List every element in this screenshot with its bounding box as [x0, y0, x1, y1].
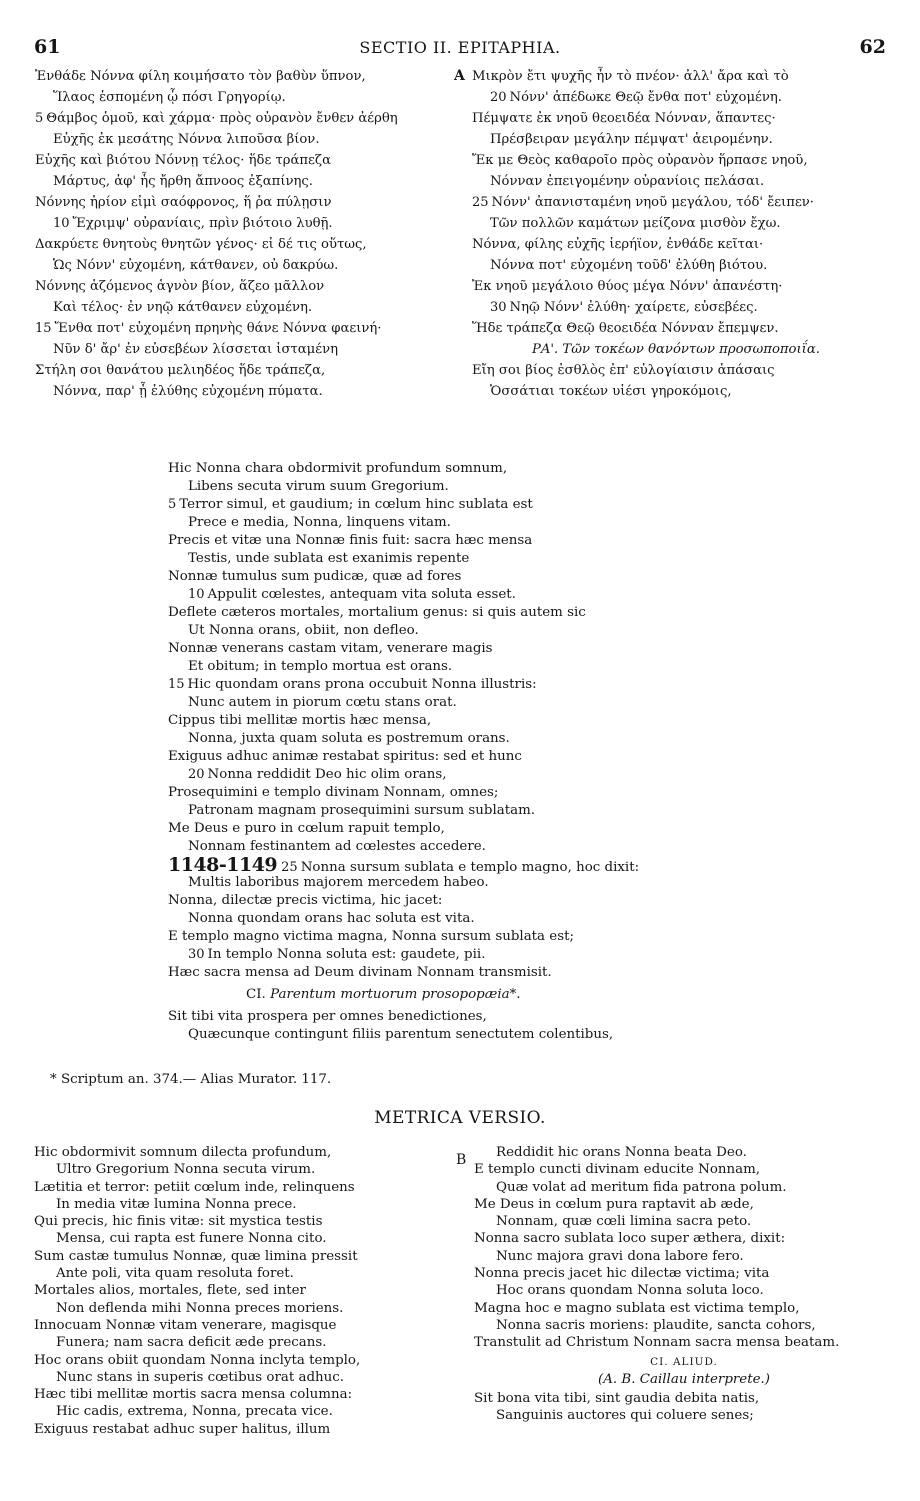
metrica-verse-line: [34, 1161, 444, 1178]
verse-text: Ὡς Νόνν' εὐχομένη, κάτθανεν, οὐ δακρύω.: [53, 258, 339, 273]
greek-verse-line: [35, 213, 455, 234]
verse-text: Πέμψατε ἐκ νηοῦ θεοειδέα Νόνναν, ἅπαντες·: [472, 111, 776, 126]
latin-verse-line: [168, 748, 778, 766]
metrica-verse-line: [34, 1403, 444, 1420]
verse-text: Nunc autem in piorum cœtu stans orat.: [188, 695, 457, 710]
greek-poem-title: [472, 339, 892, 360]
page-number-right: 62: [859, 36, 886, 58]
latin-verse-line: [168, 658, 778, 676]
greek-verse-line: [472, 318, 892, 339]
poem-title-text: Parentum mortuorum prosopopæia: [270, 987, 510, 1002]
verse-text: Magna hoc e magno sublata est victima templo,: [474, 1300, 800, 1316]
latin-verse-line: [168, 496, 778, 514]
metrica-verse-line: [34, 1334, 444, 1351]
verse-text: Νόννης ἠρίον εἰμὶ σαόφρονος, ἥ ῥα πύλῃσιν: [35, 195, 332, 210]
verse-text: Non deflenda mihi Nonna preces moriens.: [56, 1300, 344, 1316]
greek-verse-line: [35, 66, 455, 87]
verse-text: Ἥδε τράπεζα Θεῷ θεοειδέα Νόνναν ἔπεμψεν.: [472, 321, 779, 336]
metrica-verse-line: [34, 1386, 444, 1403]
latin-verse-line: [168, 478, 778, 496]
latin-verse-line: [168, 550, 778, 568]
verse-text: Nonna sacris moriens: plaudite, sancta cohors,: [496, 1317, 816, 1333]
latin-verse-line: [168, 532, 778, 550]
verse-text: Μάρτυς, ἀφ' ἧς ἤρθη ἄπνοος ἐξαπίνης.: [53, 174, 313, 189]
metrica-verse-line: [34, 1300, 444, 1317]
metrica-verse-line: [474, 1144, 894, 1161]
latin-translation: [168, 460, 778, 1044]
verse-text: Δακρύετε θνητοὺς θνητῶν γένος· εἰ δέ τις οὕτως,: [35, 237, 367, 252]
metrica-verse-line: [474, 1334, 894, 1351]
latin-verse-line: [168, 820, 778, 838]
verse-text: Multis laboribus majorem mercedem habeo.: [188, 875, 489, 890]
verse-text: Transtulit ad Christum Nonnam sacra mensa beatam.: [474, 1335, 840, 1351]
greek-verse-line: [472, 192, 892, 213]
latin-verse-line: [168, 1026, 778, 1044]
verse-text: Νῦν δ' ἄρ' ἐν εὐσεβέων λίσσεται ἱσταμένη: [53, 342, 339, 357]
line-number: 15: [35, 321, 52, 336]
verse-text: Hoc orans obiit quondam Nonna inclyta templo,: [34, 1352, 361, 1368]
verse-text: Νόννα, φίλης εὐχῆς ἱερήϊον, ἐνθάδε κεῖται·: [472, 237, 764, 252]
line-number: 10: [188, 587, 205, 602]
verse-text: Μικρὸν ἔτι ψυχῆς ἦν τὸ πνέον· ἀλλ' ἄρα καὶ τὸ: [472, 69, 789, 84]
greek-text-left-column: [35, 66, 455, 402]
verse-text: Νόννης ἁζόμενος ἁγνὸν βίον, ἅζεο μᾶλλον: [35, 279, 325, 294]
verse-text: Νόνν' ἀπέδωκε Θεῷ ἔνθα ποτ' εὐχομένη.: [509, 90, 782, 105]
verse-text: Hic cadis, extrema, Nonna, precata vice.: [56, 1404, 333, 1420]
verse-text: Ut Nonna orans, obiit, non defleo.: [188, 623, 419, 638]
greek-verse-line: [454, 66, 892, 87]
latin-verse-line: [168, 604, 778, 622]
latin-verse-line: [168, 946, 778, 964]
metrica-verse-line: [474, 1248, 894, 1265]
verse-text: Exiguus adhuc animæ restabat spiritus: sed et hunc: [168, 749, 522, 764]
latin-verse-line: [168, 802, 778, 820]
verse-text: Funera; nam sacra deficit æde precans.: [56, 1335, 327, 1351]
verse-text: Νόνναν ἐπειγομένην οὐρανίοις πελάσαι.: [490, 174, 765, 189]
line-number: 5: [35, 111, 44, 126]
verse-text: Libens secuta virum suum Gregorium.: [188, 479, 449, 494]
latin-verse-line: [168, 514, 778, 532]
verse-text: Εὐχῆς ἐκ μεσάτης Νόννα λιποῦσα βίον.: [53, 132, 320, 147]
line-number: 15: [168, 677, 185, 692]
latin-verse-line: [168, 910, 778, 928]
verse-text: Et obitum; in templo mortua est orans.: [188, 659, 453, 674]
metrica-left-column: [34, 1144, 444, 1438]
verse-text: Cippus tibi mellitæ mortis hæc mensa,: [168, 713, 432, 728]
verse-text: Ἔκ με Θεὸς καθαροῖο πρὸς οὐρανὸν ἥρπασε νηοῦ,: [472, 153, 808, 168]
column-number: 1148-1149: [168, 854, 278, 876]
metrica-verse-line: [474, 1282, 894, 1299]
greek-verse-line: [472, 276, 892, 297]
latin-verse-line: [168, 676, 778, 694]
verse-text: Νόννα, παρ' ᾗ ἐλύθης εὐχομένη πύματα.: [53, 384, 323, 399]
verse-text: Precis et vitæ una Nonnæ finis fuit: sacra hæc mensa: [168, 533, 533, 548]
latin-verse-line: [168, 784, 778, 802]
latin-verse-line: [168, 766, 778, 784]
greek-verse-line: [472, 234, 892, 255]
verse-text: Hoc orans quondam Nonna soluta loco.: [496, 1283, 764, 1299]
verse-text: Ἐνθάδε Νόννα φίλη κοιμήσατο τὸν βαθὺν ὕπνον,: [35, 69, 366, 84]
verse-text: Nonnam, quæ cœli limina sacra peto.: [496, 1214, 752, 1230]
footnote-mark: *.: [509, 987, 521, 1002]
verse-text: Ἵλαος ἑσπομένη ᾧ πόσι Γρηγορίῳ.: [53, 90, 286, 105]
greek-verse-line: [35, 255, 455, 276]
margin-marker-a: A: [454, 68, 465, 84]
verse-text: Nonna reddidit Deo hic olim orans,: [207, 767, 447, 782]
latin-verse-line: [168, 730, 778, 748]
latin-verse-line: [168, 640, 778, 658]
greek-verse-line: [472, 171, 892, 192]
verse-text: Sit tibi vita prospera per omnes benedictiones,: [168, 1009, 487, 1024]
line-number: 30: [188, 947, 205, 962]
verse-text: Hic obdormivit somnum dilecta profundum,: [34, 1145, 332, 1160]
metrica-verse-line: [34, 1144, 444, 1161]
greek-verse-line: [35, 171, 455, 192]
metrica-verse-line: [474, 1161, 894, 1178]
verse-text: Me Deus in cœlum pura raptavit ab æde,: [474, 1196, 754, 1212]
verse-text: Sit bona vita tibi, sint gaudia debita natis,: [474, 1391, 760, 1407]
greek-verse-line: [472, 108, 892, 129]
greek-verse-line: [35, 129, 455, 150]
line-number: 20: [188, 767, 205, 782]
verse-text: Καὶ τέλος· ἐν νηῷ κάτθανεν εὐχομένη.: [53, 300, 313, 315]
verse-text: Nonna, juxta quam soluta es postremum orans.: [188, 731, 510, 746]
metrica-verse-line: [34, 1265, 444, 1282]
verse-text: Ἔνθα ποτ' εὐχομένη πρηνὴς θάνε Νόννα φαεινή·: [54, 321, 382, 336]
verse-text: Nonna, dilectæ precis victima, hic jacet:: [168, 893, 443, 908]
metrica-verse-line: [34, 1230, 444, 1247]
verse-text: Nonna quondam orans hac soluta est vita.: [188, 911, 475, 926]
greek-verse-line: [35, 381, 455, 402]
verse-text: Terror simul, et gaudium; in cœlum hinc sublata est: [179, 497, 533, 512]
metrica-verse-line: [474, 1265, 894, 1282]
latin-poem-title: [168, 986, 778, 1004]
greek-verse-line: [472, 381, 892, 402]
running-title: SECTIO II. EPITAPHIA.: [359, 38, 561, 57]
verse-text: Στήλη σοι θανάτου μελιηδέος ἥδε τράπεζα,: [35, 363, 326, 378]
metrica-verse-line: [34, 1369, 444, 1386]
line-number: 25: [472, 195, 489, 210]
latin-verse-line: [168, 712, 778, 730]
latin-verse-line: [168, 928, 778, 946]
metrica-verse-line: [474, 1390, 894, 1407]
verse-text: Nonnæ venerans castam vitam, venerare magis: [168, 641, 493, 656]
latin-verse-line: [168, 586, 778, 604]
verse-text: Hic quondam orans prona occubuit Nonna illustris:: [187, 677, 537, 692]
metrica-verse-line: [474, 1196, 894, 1213]
verse-text: Hæc sacra mensa ad Deum divinam Nonnam transmisit.: [168, 965, 552, 980]
line-number: 20: [490, 90, 507, 105]
verse-text: Nonna sursum sublata e templo magno, hoc dixit:: [300, 860, 640, 875]
verse-text: Θάμβος ὁμοῦ, καὶ χάρμα· πρὸς οὐρανὸν ἔνθεν ἀέρθη: [46, 111, 398, 126]
verse-text: Ἐκ νηοῦ μεγάλοιο θύος μέγα Νόνν' ἀπανέστη·: [472, 279, 783, 294]
metrica-verse-line: [34, 1213, 444, 1230]
latin-verse-line: [168, 568, 778, 586]
verse-text: In media vitæ lumina Nonna prece.: [56, 1196, 297, 1212]
verse-text: Νόννα ποτ' εὐχομένη τοῦδ' ἐλύθη βιότου.: [490, 258, 768, 273]
latin-verse-line: [168, 694, 778, 712]
metrica-verse-line: [474, 1230, 894, 1247]
metrica-right-column: [474, 1144, 894, 1425]
verse-text: Prosequimini e templo divinam Nonnam, omnes;: [168, 785, 499, 800]
line-number: 25: [281, 860, 298, 875]
latin-verse-line: [168, 622, 778, 640]
verse-text: Ultro Gregorium Nonna secuta virum.: [56, 1162, 316, 1178]
verse-text: Prece e media, Nonna, linquens vitam.: [188, 515, 451, 530]
verse-text: E templo cuncti divinam educite Nonnam,: [474, 1162, 761, 1178]
latin-verse-line: [168, 1008, 778, 1026]
verse-text: Εἴη σοι βίος ἐσθλὸς ἐπ' εὐλογίαισιν ἁπάσαις: [472, 363, 775, 378]
metrica-verse-line: [474, 1317, 894, 1334]
metrica-verse-line: [34, 1317, 444, 1334]
greek-verse-line: [35, 234, 455, 255]
verse-text: In templo Nonna soluta est: gaudete, pii.: [207, 947, 486, 962]
verse-text: Lætitia et terror: petiit cœlum inde, relinquens: [34, 1179, 355, 1195]
verse-text: Εὐχῆς καὶ βιότου Νόννῃ τέλος· ἥδε τράπεζα: [35, 153, 331, 168]
verse-text: Exiguus restabat adhuc super halitus, illum: [34, 1421, 331, 1437]
verse-text: Νηῷ Νόνν' ἐλύθη· χαίρετε, εὐσεβέες.: [509, 300, 758, 315]
latin-verse-line: [168, 964, 778, 982]
verse-text: Mortales alios, mortales, flete, sed inter: [34, 1283, 306, 1299]
metrica-verse-line: [34, 1282, 444, 1299]
latin-verse-line: [168, 460, 778, 478]
greek-verse-line: [472, 87, 892, 108]
verse-text: Nonna precis jacet hic dilectæ victima; vita: [474, 1266, 770, 1282]
greek-verse-line: [35, 192, 455, 213]
metrica-verse-line: [34, 1352, 444, 1369]
verse-text: ΡΑ'. Τῶν τοκέων θανόντων προσωποποιΐα.: [532, 342, 820, 357]
verse-text: Quæcunque contingunt filiis parentum senectutem colentibus,: [188, 1027, 614, 1042]
metrica-verse-line: [34, 1248, 444, 1265]
greek-verse-line: [35, 339, 455, 360]
verse-text: Me Deus e puro in cœlum rapuit templo,: [168, 821, 445, 836]
page-number-left: 61: [34, 36, 61, 58]
latin-verse-line: [168, 892, 778, 910]
metrica-verse-line: [34, 1179, 444, 1196]
verse-text: Ὁσσάτιαι τοκέων υἱέσι γηροκόμοις,: [490, 384, 732, 399]
line-number: 10: [53, 216, 70, 231]
metrica-verse-line: [474, 1213, 894, 1230]
greek-verse-line: [472, 255, 892, 276]
greek-verse-line: [472, 297, 892, 318]
greek-verse-line: [35, 360, 455, 381]
greek-verse-line: [472, 360, 892, 381]
verse-text: Nonna sacro sublata loco super æthera, dixit:: [474, 1231, 786, 1247]
metrica-verse-line: [34, 1196, 444, 1213]
verse-text: Innocuam Nonnæ vitam venerare, magisque: [34, 1317, 337, 1333]
verse-text: Nonnam festinantem ad cœlestes accedere.: [188, 839, 486, 854]
greek-verse-line: [472, 129, 892, 150]
verse-text: Patronam magnam prosequimini sursum sublatam.: [188, 803, 536, 818]
line-number: 30: [490, 300, 507, 315]
verse-text: Ἔχριμψ' οὐρανίαις, πρὶν βιότοιο λυθῇ.: [72, 216, 333, 231]
greek-verse-line: [472, 150, 892, 171]
greek-verse-line: [35, 297, 455, 318]
metrica-verse-line: [474, 1179, 894, 1196]
verse-text: Quæ volat ad meritum fida patrona polum.: [496, 1179, 787, 1195]
latin-verse-line: [168, 874, 778, 892]
greek-verse-line: [35, 150, 455, 171]
verse-text: Qui precis, hic finis vitæ: sit mystica testis: [34, 1214, 323, 1230]
interpreter-note: (A. B. Caillau interprete.): [598, 1371, 770, 1387]
latin-verse-line: [168, 856, 778, 874]
metrica-verse-line: [474, 1300, 894, 1317]
verse-text: Ante poli, vita quam resoluta foret.: [56, 1266, 294, 1282]
verse-text: Nonnæ tumulus sum pudicæ, quæ ad fores: [168, 569, 462, 584]
metrica-verse-line: [474, 1407, 894, 1424]
page-header: [34, 36, 886, 60]
verse-text: E templo magno victima magna, Nonna sursum sublata est;: [168, 929, 574, 944]
verse-text: Τῶν πολλῶν καμάτων μείζονα μισθὸν ἔχω.: [490, 216, 781, 231]
footnote: * Scriptum an. 374.— Alias Murator. 117.: [50, 1072, 332, 1087]
greek-verse-line: [35, 87, 455, 108]
greek-verse-line: [35, 108, 455, 129]
verse-text: Πρέσβειραν μεγάλην πέμψατ' ἀειρομένην.: [490, 132, 773, 147]
verse-text: Deflete cæteros mortales, mortalium genus: si quis autem sic: [168, 605, 586, 620]
greek-text-right-column: [454, 66, 892, 402]
greek-verse-line: [35, 318, 455, 339]
verse-text: Sanguinis auctores qui coluere senes;: [496, 1408, 754, 1424]
verse-text: Testis, unde sublata est exanimis repente: [188, 551, 470, 566]
verse-text: Appulit cœlestes, antequam vita soluta esset.: [207, 587, 516, 602]
metrica-versio-title: METRICA VERSIO.: [374, 1108, 546, 1128]
verse-text: Hæc tibi mellitæ mortis sacra mensa columna:: [34, 1387, 353, 1403]
verse-text: Νόνν' ἀπανισταμένη νηοῦ μεγάλου, τόδ' ἔειπεν·: [491, 195, 814, 210]
verse-text: Nunc stans in superis cœtibus orat adhuc.: [56, 1369, 345, 1385]
verse-text: Nunc majora gravi dona labore fero.: [496, 1248, 744, 1264]
metrica-sub-title: CI. ALIUD.: [650, 1355, 718, 1368]
verse-text: Mensa, cui rapta est funere Nonna cito.: [56, 1231, 327, 1247]
greek-verse-line: [472, 213, 892, 234]
margin-marker-b: B: [456, 1152, 467, 1168]
verse-text: Hic Nonna chara obdormivit profundum somnum,: [168, 461, 508, 476]
line-number: 5: [168, 497, 177, 512]
greek-verse-line: [35, 276, 455, 297]
poem-number: CI.: [246, 987, 266, 1002]
verse-text: Sum castæ tumulus Nonnæ, quæ limina pressit: [34, 1248, 358, 1264]
verse-text: Reddidit hic orans Nonna beata Deo.: [496, 1145, 747, 1160]
metrica-verse-line: [34, 1421, 444, 1438]
